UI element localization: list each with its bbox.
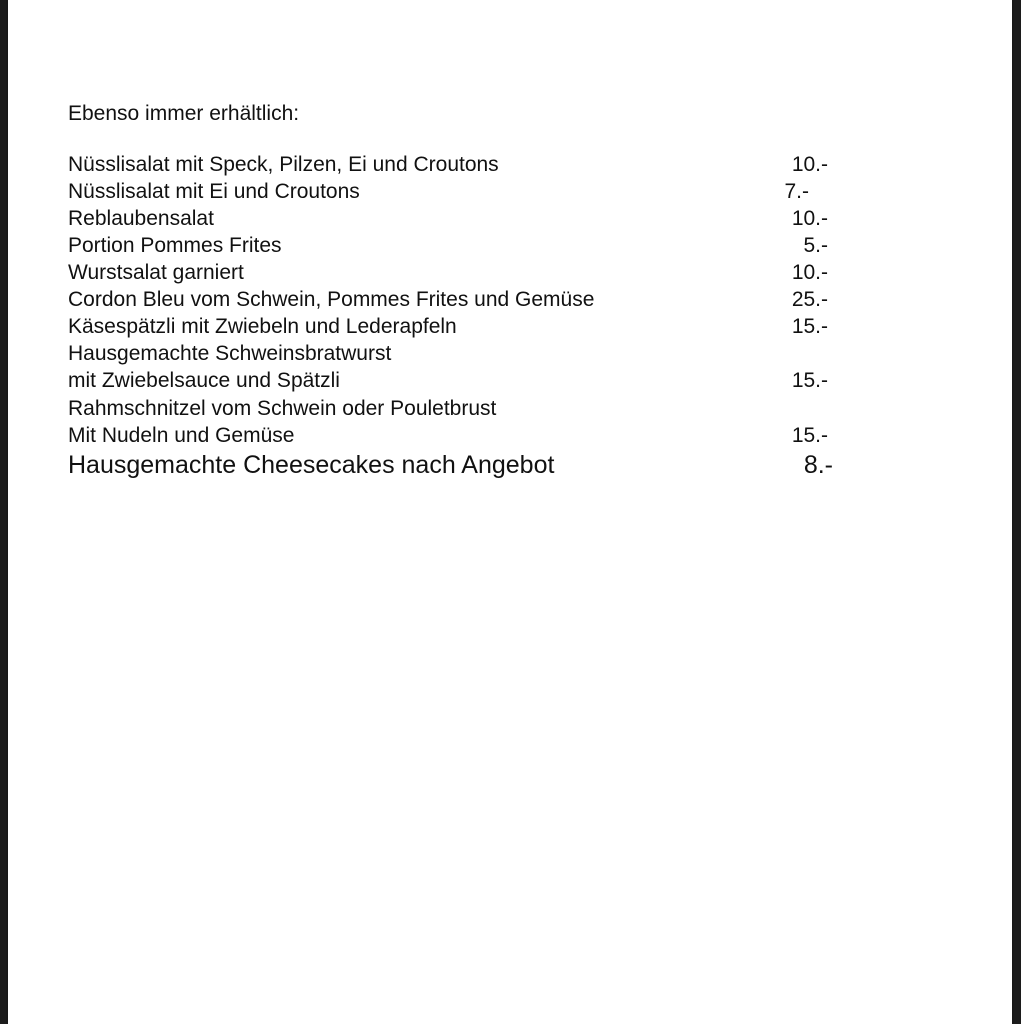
menu-item-name: Wurstsalat garniert	[68, 261, 244, 284]
menu-item-price: 25.-	[791, 288, 828, 311]
menu-item-price: 10.-	[791, 261, 828, 284]
menu-item-price: 8.-	[803, 451, 833, 479]
menu-item-name: Käsespätzli mit Zwiebeln und Lederapfeln	[68, 315, 457, 338]
menu-item-name: Rahmschnitzel vom Schwein oder Pouletbrust	[68, 397, 497, 420]
menu-item-price: 10.-	[791, 153, 828, 176]
menu-item-price: 10.-	[791, 207, 828, 230]
document-page	[8, 0, 1012, 1024]
menu-item-name: Nüsslisalat mit Speck, Pilzen, Ei und Croutons	[68, 153, 499, 176]
menu-item-price: 15.-	[791, 369, 828, 392]
intro-heading: Ebenso immer erhältlich:	[68, 102, 300, 125]
menu-item-name: Cordon Bleu vom Schwein, Pommes Frites und Gemüse	[68, 288, 595, 311]
menu-item-name: mit Zwiebelsauce und Spätzli	[68, 369, 340, 392]
menu-item-name: Mit Nudeln und Gemüse	[68, 424, 295, 447]
menu-item-price: 15.-	[791, 424, 828, 447]
menu-item-price: 15.-	[791, 315, 828, 338]
menu-item-price: 5.-	[803, 234, 828, 257]
menu-item-name: Portion Pommes Frites	[68, 234, 282, 257]
menu-item-price: 7.-	[784, 180, 809, 203]
menu-item-name: Nüsslisalat mit Ei und Croutons	[68, 180, 360, 203]
menu-item-name: Reblaubensalat	[68, 207, 214, 230]
menu-item-name: Hausgemachte Cheesecakes nach Angebot	[68, 451, 555, 479]
menu-item-name: Hausgemachte Schweinsbratwurst	[68, 342, 392, 365]
